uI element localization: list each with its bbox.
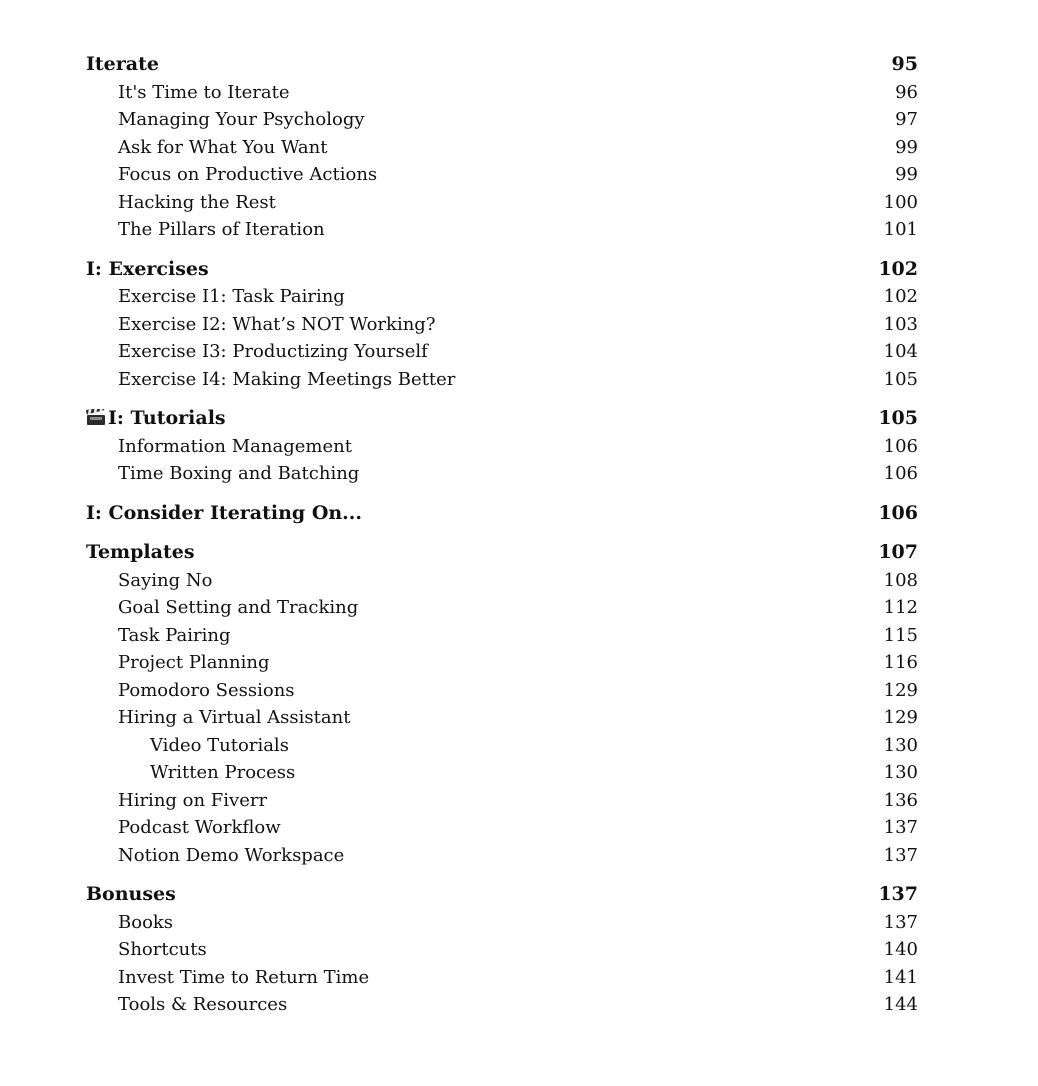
toc-heading[interactable] [86, 539, 918, 567]
toc-entry-title: Hiring on Fiverr [118, 789, 268, 811]
toc-heading-title: Iterate [86, 53, 159, 75]
toc-entry[interactable] [86, 134, 918, 162]
toc-entry-title: The Pillars of Iteration [118, 219, 325, 240]
toc-entry[interactable] [86, 649, 918, 677]
toc-entry-page-number: 99 [895, 164, 918, 185]
toc-heading-title: Templates [86, 541, 195, 563]
toc-entry[interactable] [86, 283, 918, 311]
toc-entry-page-number: 112 [883, 597, 918, 618]
toc-entry[interactable] [86, 842, 918, 870]
toc-heading-page-number: 95 [891, 53, 918, 75]
toc-entry[interactable] [86, 106, 918, 134]
toc-entry[interactable] [86, 460, 918, 488]
toc-entry-title: It's Time to Iterate [118, 81, 290, 103]
toc-entry[interactable] [86, 161, 918, 189]
toc-entry[interactable] [86, 594, 918, 622]
toc-section-iterate [86, 51, 918, 244]
toc-entry-page-number: 104 [883, 341, 918, 362]
toc-heading-page-number: 105 [878, 407, 918, 429]
toc-heading-title: Bonuses [86, 883, 176, 905]
toc-entry-page-number: 97 [895, 109, 918, 130]
toc-entry[interactable] [86, 787, 918, 815]
toc-entry-page-number: 102 [883, 286, 918, 307]
toc-entry-title: Tools & Resources [118, 994, 288, 1015]
toc-section-i-tutorials [86, 405, 918, 488]
toc-entry[interactable] [86, 433, 918, 461]
toc-entry-title: Managing Your Psychology [118, 109, 365, 130]
toc-entry-page-number: 137 [883, 844, 918, 866]
toc-entry-page-number: 96 [895, 81, 918, 103]
toc-entry-page-number: 100 [883, 191, 918, 213]
toc-entry-page-number: 103 [883, 313, 918, 335]
toc-heading[interactable] [86, 881, 918, 909]
toc-entry[interactable] [86, 814, 918, 842]
toc-heading-label-wrap [86, 881, 176, 909]
toc-entry[interactable] [86, 338, 918, 366]
toc-heading-page-number: 102 [878, 257, 918, 280]
toc-heading-page-number: 106 [878, 501, 918, 524]
toc-entry-page-number: 101 [883, 219, 918, 240]
toc-heading[interactable] [86, 500, 918, 528]
toc-entry[interactable] [86, 909, 918, 937]
toc-entry-title: Invest Time to Return Time [118, 966, 370, 988]
toc-entry[interactable] [86, 189, 918, 217]
clapperboard-icon [86, 407, 106, 424]
toc-entry-page-number: 116 [883, 652, 918, 673]
toc-entry-title: Exercise I2: What’s NOT Working? [118, 313, 436, 335]
toc-entry-title: Video Tutorials [150, 734, 289, 756]
toc-entry-title: Hiring a Virtual Assistant [118, 707, 351, 728]
toc-entry[interactable] [86, 991, 918, 1019]
toc-entry[interactable] [86, 622, 918, 650]
toc-entry-page-number: 106 [883, 463, 918, 484]
toc-entry[interactable] [86, 216, 918, 244]
toc-entry-title: Goal Setting and Tracking [118, 597, 359, 618]
toc-entry-page-number: 144 [883, 994, 918, 1015]
toc-entry-title: Ask for What You Want [118, 136, 328, 158]
toc-entry-page-number: 129 [883, 707, 918, 728]
toc-entry-title: Notion Demo Workspace [118, 844, 345, 866]
toc-entry-page-number: 141 [883, 966, 918, 988]
toc-entry-page-number: 129 [883, 679, 918, 701]
toc-heading-title: I: Consider Iterating On... [86, 501, 363, 524]
toc-heading-label-wrap [86, 539, 195, 567]
toc-heading[interactable] [86, 51, 918, 79]
toc-heading-label-wrap [86, 405, 226, 433]
toc-entry-title: Exercise I3: Productizing Yourself [118, 341, 428, 362]
toc-entry[interactable] [86, 936, 918, 964]
table-of-contents [86, 51, 918, 1031]
toc-entry[interactable] [86, 79, 918, 107]
toc-heading-title: I: Exercises [86, 257, 209, 280]
toc-entry-page-number: 108 [883, 569, 918, 591]
toc-heading-page-number: 107 [878, 541, 918, 563]
toc-entry[interactable] [86, 964, 918, 992]
toc-entry-title: Podcast Workflow [118, 817, 281, 838]
toc-heading-title: I: Tutorials [108, 407, 226, 429]
toc-section-bonuses [86, 881, 918, 1019]
toc-heading[interactable] [86, 256, 918, 284]
toc-entry-title: Shortcuts [118, 939, 207, 960]
toc-entry-title: Written Process [150, 762, 296, 783]
toc-entry-title: Hacking the Rest [118, 191, 276, 213]
toc-section-i-consider-iterating-on [86, 500, 918, 528]
toc-heading-label-wrap [86, 51, 159, 79]
toc-entry[interactable] [86, 567, 918, 595]
toc-entry-title: Time Boxing and Batching [118, 463, 360, 484]
toc-entry-page-number: 130 [883, 762, 918, 783]
toc-entry-title: Exercise I1: Task Pairing [118, 286, 345, 307]
toc-entry-title: Books [118, 911, 174, 933]
toc-subentry[interactable] [86, 759, 918, 787]
toc-entry-page-number: 115 [883, 624, 918, 646]
toc-entry[interactable] [86, 311, 918, 339]
toc-entry[interactable] [86, 677, 918, 705]
toc-entry[interactable] [86, 366, 918, 394]
toc-entry-page-number: 105 [883, 368, 918, 390]
toc-entry[interactable] [86, 704, 918, 732]
toc-heading-label-wrap [86, 256, 209, 284]
toc-entry-title: Focus on Productive Actions [118, 164, 378, 185]
toc-heading-page-number: 137 [878, 883, 918, 905]
toc-entry-title: Project Planning [118, 652, 270, 673]
toc-entry-title: Pomodoro Sessions [118, 679, 295, 701]
toc-entry-page-number: 137 [883, 817, 918, 838]
toc-entry-page-number: 140 [883, 939, 918, 960]
toc-section-templates [86, 539, 918, 869]
toc-entry-title: Saying No [118, 569, 213, 591]
toc-heading[interactable] [86, 405, 918, 433]
toc-entry-page-number: 106 [883, 435, 918, 457]
toc-entry-page-number: 136 [883, 789, 918, 811]
toc-subentry[interactable] [86, 732, 918, 760]
toc-entry-title: Exercise I4: Making Meetings Better [118, 368, 456, 390]
toc-heading-label-wrap [86, 500, 362, 528]
toc-entry-title: Task Pairing [118, 624, 231, 646]
toc-entry-page-number: 137 [883, 911, 918, 933]
toc-section-i-exercises [86, 256, 918, 394]
toc-entry-page-number: 130 [883, 734, 918, 756]
toc-entry-page-number: 99 [895, 136, 918, 158]
toc-entry-title: Information Management [118, 435, 352, 457]
